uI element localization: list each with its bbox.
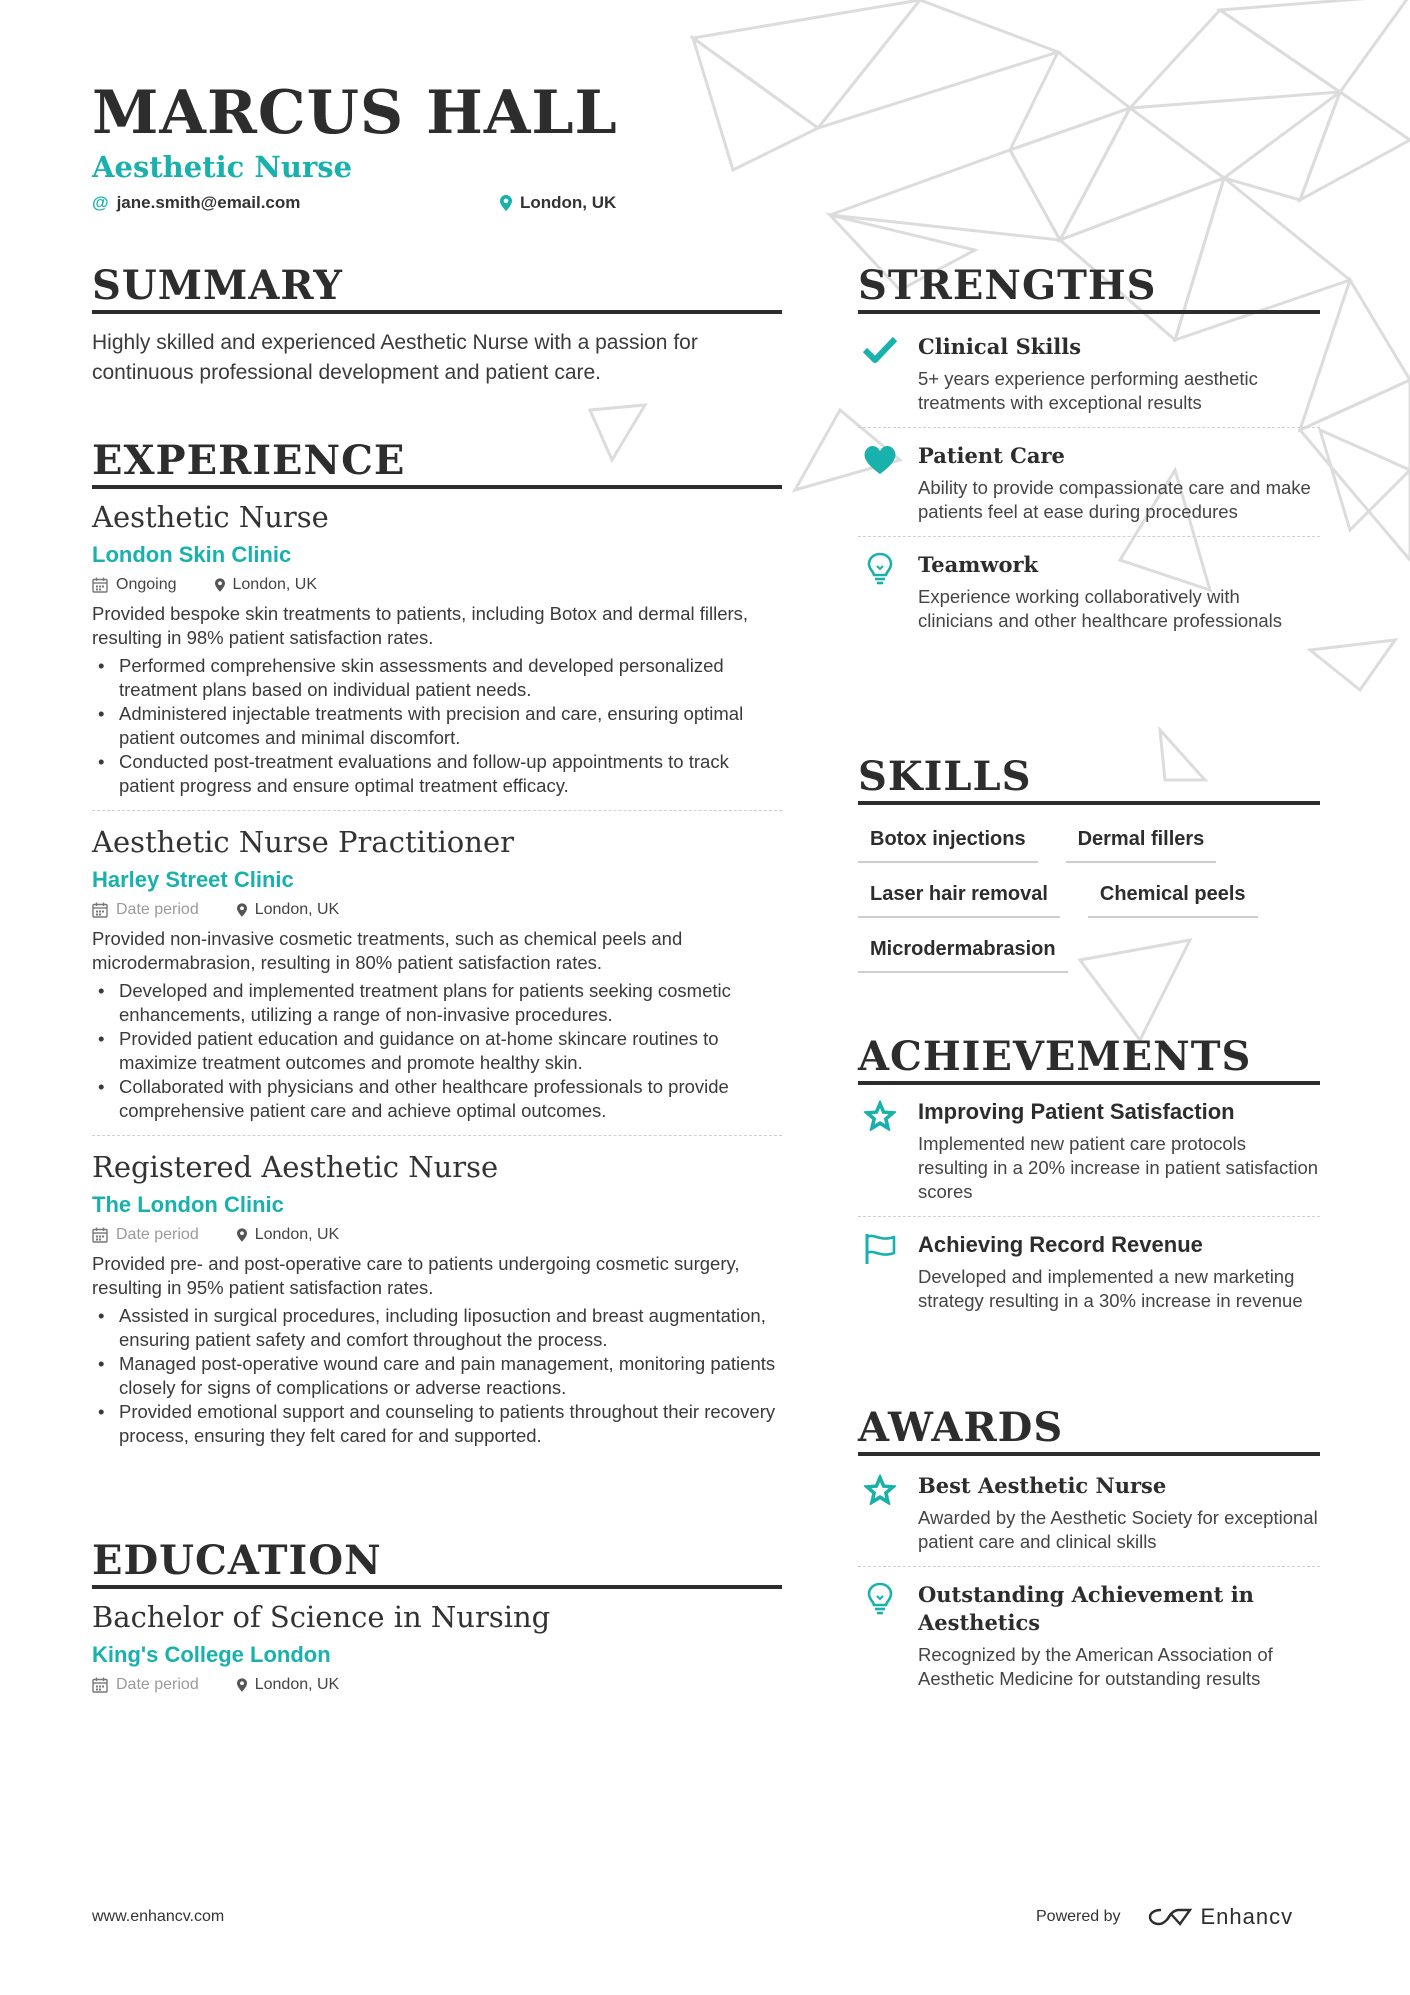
strength-text: Experience working collaboratively with clinicians and other healthcare professionals — [918, 586, 1283, 631]
job-location: London, UK — [232, 576, 318, 593]
list-item: • Administered injectable treatments with precision and care, ensuring optimal patient outcomes and minimal discomfort. — [92, 702, 782, 750]
achievement-item — [858, 1098, 1320, 1204]
job-company: Harley Street Clinic — [92, 867, 294, 892]
education-entry — [92, 1600, 782, 1694]
job-meta — [92, 1226, 782, 1244]
job-title: Aesthetic Nurse Practitioner — [92, 825, 514, 859]
location-pin-icon — [500, 195, 512, 211]
footer-website-link[interactable]: www.enhancv.com — [92, 1908, 225, 1925]
job-company: London Skin Clinic — [92, 542, 292, 567]
skills-rule — [858, 801, 1320, 805]
job-date: Ongoing — [116, 576, 177, 593]
achievement-title: Achieving Record Revenue — [918, 1232, 1203, 1257]
list-item: • Performed comprehensive skin assessments and developed personalized treatment plans based on individual patient needs. — [92, 654, 782, 702]
awards-list — [858, 1472, 1320, 1691]
experience-list — [92, 500, 782, 1448]
skill-tag: Botox injections — [858, 822, 1038, 863]
education-date: Date period — [116, 1676, 199, 1693]
calendar-icon — [92, 902, 108, 918]
award-item — [858, 1472, 1320, 1554]
location-pin-icon — [215, 578, 225, 592]
summary-text: Highly skilled and experienced Aesthetic Nurse with a passion for continuous professional development and patient care. — [92, 331, 698, 384]
awards-heading: AWARDS — [858, 1404, 1064, 1451]
strength-item — [858, 551, 1320, 633]
education-meta — [92, 1676, 782, 1694]
strengths-heading: STRENGTHS — [858, 262, 1157, 309]
achievement-text: Implemented new patient care protocols resulting in a 20% increase in patient satisfaction scores — [918, 1133, 1319, 1202]
job-bullets — [92, 654, 782, 798]
job-bullets — [92, 979, 782, 1123]
candidate-name: MARCUS HALL — [92, 78, 618, 148]
experience-heading: EXPERIENCE — [92, 437, 406, 484]
education-rule — [92, 1585, 782, 1589]
strengths-list — [858, 333, 1320, 633]
email-text: jane.smith@email.com — [116, 193, 301, 212]
strength-title: Teamwork — [918, 552, 1039, 577]
location-pin-icon — [237, 1678, 247, 1692]
skill-tag: Microdermabrasion — [858, 932, 1068, 973]
enhancv-logo-icon — [1147, 1906, 1193, 1928]
skill-tag: Laser hair removal — [858, 877, 1060, 918]
strength-item — [858, 442, 1320, 524]
at-icon: @ — [92, 193, 109, 212]
achievements-heading: ACHIEVEMENTS — [858, 1033, 1252, 1080]
job-meta — [92, 576, 782, 594]
job-title: Aesthetic Nurse — [92, 500, 329, 534]
list-item: • Provided emotional support and counseling to patients throughout their recovery process, ensuring they felt cared for and supported. — [92, 1400, 782, 1448]
award-title: Outstanding Achievement in Aesthetics — [918, 1582, 1254, 1635]
skills-heading: SKILLS — [858, 753, 1032, 800]
job-company: The London Clinic — [92, 1192, 284, 1217]
divider — [858, 427, 1320, 428]
list-item: • Assisted in surgical procedures, including liposuction and breast augmentation, ensuring patient safety and comfort throughout the process. — [92, 1304, 782, 1352]
job-date: Date period — [116, 1226, 199, 1243]
skill-tag: Dermal fillers — [1066, 822, 1217, 863]
lightbulb-icon — [862, 1581, 898, 1617]
calendar-icon — [92, 577, 108, 593]
summary-rule — [92, 310, 782, 314]
list-item: • Conducted post-treatment evaluations and follow-up appointments to track patient progress and ensure optimal treatment efficacy. — [92, 750, 782, 798]
strengths-rule — [858, 310, 1320, 314]
list-item: • Developed and implemented treatment plans for patients seeking cosmetic enhancements, utilizing a range of non-invasive procedures. — [92, 979, 782, 1027]
job-location: London, UK — [254, 901, 340, 918]
divider — [858, 1566, 1320, 1567]
star-icon — [862, 1098, 898, 1134]
skill-tag: Chemical peels — [1088, 877, 1258, 918]
education-location: London, UK — [254, 1676, 340, 1693]
location-pin-icon — [237, 903, 247, 917]
summary-heading: SUMMARY — [92, 262, 343, 309]
check-icon — [862, 333, 898, 369]
experience-rule — [92, 485, 782, 489]
job-description: Provided bespoke skin treatments to patients, including Botox and dermal fillers, resulting in 98% patient satisfaction rates. — [92, 603, 749, 648]
education-heading: EDUCATION — [92, 1537, 382, 1584]
award-item — [858, 1581, 1320, 1691]
divider — [92, 810, 782, 811]
lightbulb-icon — [862, 551, 898, 587]
award-text: Awarded by the Aesthetic Society for exceptional patient care and clinical skills — [918, 1507, 1318, 1552]
footer-powered-by — [1036, 1904, 1293, 1930]
job-entry — [92, 825, 782, 1123]
list-item: • Managed post-operative wound care and pain management, monitoring patients closely for signs of complications or adverse reactions. — [92, 1352, 782, 1400]
candidate-role: Aesthetic Nurse — [92, 150, 353, 184]
enhancv-logo-text: Enhancv — [1200, 1904, 1294, 1929]
divider — [92, 1135, 782, 1136]
calendar-icon — [92, 1677, 108, 1693]
job-entry — [92, 1150, 782, 1448]
job-entry — [92, 500, 782, 798]
award-text: Recognized by the American Association of Aesthetic Medicine for outstanding results — [918, 1644, 1273, 1689]
school-name: King's College London — [92, 1642, 331, 1667]
achievement-item — [858, 1231, 1320, 1313]
strength-text: Ability to provide compassionate care and make patients feel at ease during procedures — [918, 477, 1311, 522]
achievements-rule — [858, 1081, 1320, 1085]
achievement-title: Improving Patient Satisfaction — [918, 1099, 1235, 1124]
skills-list — [858, 822, 1320, 973]
enhancv-logo[interactable] — [1147, 1904, 1294, 1930]
strength-text: 5+ years experience performing aesthetic treatments with exceptional results — [918, 368, 1258, 413]
job-date: Date period — [116, 901, 199, 918]
star-icon — [862, 1472, 898, 1508]
calendar-icon — [92, 1227, 108, 1243]
location-text: London, UK — [520, 193, 617, 212]
job-bullets — [92, 1304, 782, 1448]
contact-location — [500, 193, 616, 213]
powered-by-label: Powered by — [1036, 1908, 1121, 1925]
divider — [858, 536, 1320, 537]
awards-rule — [858, 1452, 1320, 1456]
job-description: Provided non-invasive cosmetic treatments, such as chemical peels and microdermabrasion, resulting in 80% patient satisfaction rates. — [92, 928, 683, 973]
divider — [858, 1216, 1320, 1217]
location-pin-icon — [237, 1228, 247, 1242]
strength-title: Clinical Skills — [918, 334, 1082, 359]
job-description: Provided pre- and post-operative care to patients undergoing cosmetic surgery, resulting in 95% patient satisfaction rates. — [92, 1253, 740, 1298]
list-item: • Collaborated with physicians and other healthcare professionals to provide comprehensive patient care and achieve optimal outcomes. — [92, 1075, 782, 1123]
job-location: London, UK — [254, 1226, 340, 1243]
list-item: • Provided patient education and guidance on at-home skincare routines to maximize treatment outcomes and promote healthy skin. — [92, 1027, 782, 1075]
achievements-list — [858, 1098, 1320, 1313]
heart-icon — [862, 442, 898, 478]
achievement-text: Developed and implemented a new marketing strategy resulting in a 30% increase in revenue — [918, 1266, 1303, 1311]
job-meta — [92, 901, 782, 919]
degree-title: Bachelor of Science in Nursing — [92, 1600, 551, 1634]
job-title: Registered Aesthetic Nurse — [92, 1150, 499, 1184]
award-title: Best Aesthetic Nurse — [918, 1473, 1167, 1498]
flag-icon — [862, 1231, 898, 1267]
strength-item — [858, 333, 1320, 415]
contact-email[interactable] — [92, 193, 300, 213]
strength-title: Patient Care — [918, 443, 1065, 468]
